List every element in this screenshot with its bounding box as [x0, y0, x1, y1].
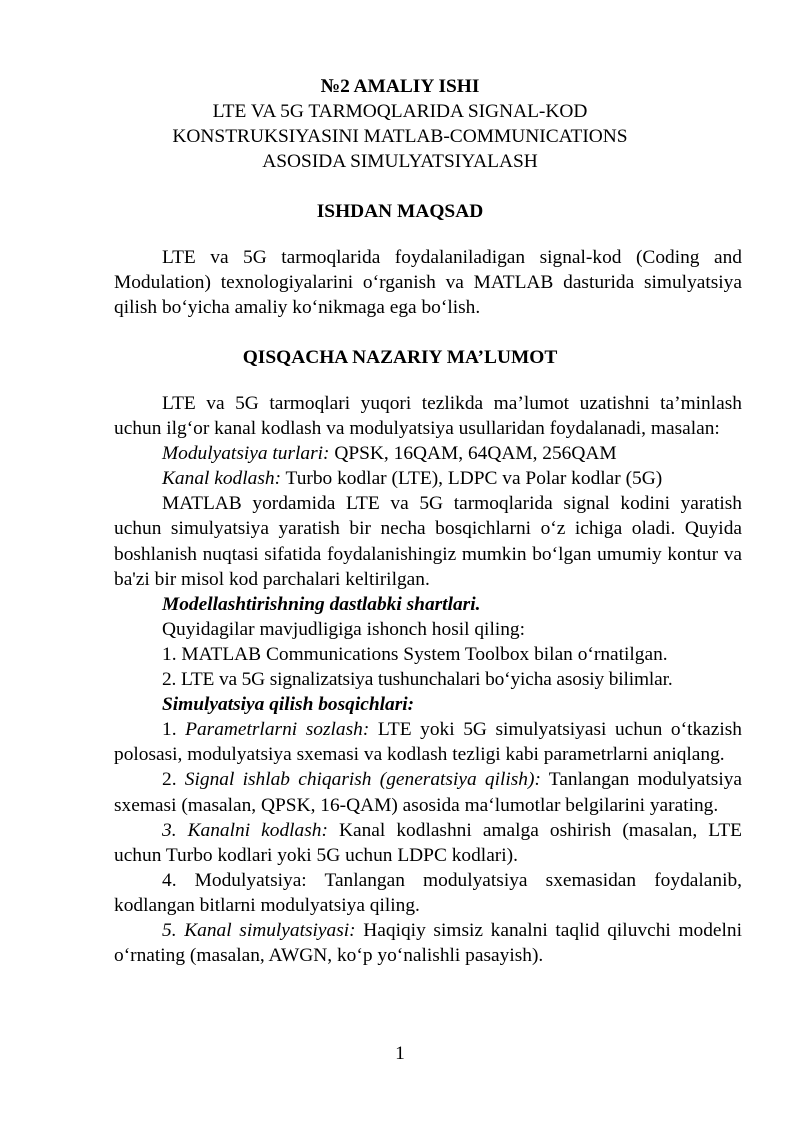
italic-label: Signal ishlab chiqarish (generatsiya qilish):: [184, 769, 541, 791]
title-block: [0, 74, 800, 174]
title-line: KONSTRUKSIYASINI MATLAB-COMMUNICATIONS: [172, 126, 628, 147]
title-line: LTE VA 5G TARMOQLARIDA SIGNAL-KOD: [212, 101, 588, 122]
italic-label: Parametrlarni sozlash:: [185, 719, 370, 741]
paragraph: MATLAB yordamida LTE va 5G tarmoqlarida signal kodini yaratish uchun simulyatsiya yaratish bir necha bosqichlarni o‘z ichiga oladi. Quyida boshlanish nuqtasi sifatida foydalanishingiz mumkin bo‘lgan umumiy kontur va ba'zi bir misol kod parchalari keltirilgan.: [114, 493, 742, 590]
section-heading-purpose: ISHDAN MAQSAD: [316, 201, 484, 222]
channel-coding-line: [114, 466, 742, 491]
step-item: [114, 717, 742, 767]
text: Tanlangan modulyatsiya sxemasi (masalan, QPSK, 16-QAM) asosida ma‘lumotlar belgilarini yarating.: [114, 769, 743, 816]
step-item: [114, 918, 742, 968]
list-item: 2. LTE va 5G signalizatsiya tushunchalari bo‘yicha asosiy bilimlar.: [162, 669, 673, 691]
step-item: 4. Modulyatsiya: Tanlangan modulyatsiya sxemasidan foydalanib, kodlangan bitlarni modulyatsiya qiling.: [114, 869, 742, 916]
step-number: 1.: [162, 719, 186, 741]
page-number: 1: [395, 1043, 405, 1064]
subheading-steps: Simulyatsiya qilish bosqichlari:: [162, 694, 415, 716]
italic-label: 5. Kanal simulyatsiyasi:: [162, 919, 356, 941]
title-line: ASOSIDA SIMULYATSIYALASH: [262, 151, 538, 172]
modulation-types-line: [114, 441, 742, 466]
step-item: [114, 767, 742, 817]
text: Turbo kodlar (LTE), LDPC va Polar kodlar (5G): [281, 468, 663, 490]
subheading-prerequisites: Modellashtirishning dastlabki shartlari.: [162, 593, 481, 615]
text: QPSK, 16QAM, 64QAM, 256QAM: [329, 443, 617, 465]
italic-label: Kanal kodlash:: [162, 468, 282, 490]
list-item: 1. MATLAB Communications System Toolbox bilan o‘rnatilgan.: [162, 643, 668, 665]
step-item: [114, 818, 742, 868]
text: LTE yoki 5G simulyatsiyasi uchun o‘tkazish polosasi, modulyatsiya sxemasi va kodlash tezligi kabi parametrlarni aniqlang.: [114, 719, 743, 766]
text: Kanal kodlashni amalga oshirish (masalan, LTE uchun Turbo kodlari yoki 5G uchun LDPC kodlari).: [114, 819, 742, 866]
step-number: 2.: [162, 769, 185, 791]
paragraph: LTE va 5G tarmoqlari yuqori tezlikda ma’lumot uzatishni ta’minlash uchun ilg‘or kanal kodlash va modulyatsiya usullaridan foydalanadi, masalan:: [114, 393, 742, 440]
section-heading-theory: QISQACHA NAZARIY MA’LUMOT: [242, 347, 558, 368]
theory-section: [114, 391, 742, 968]
paragraph: Quyidagilar mavjudligiga ishonch hosil qiling:: [162, 618, 525, 640]
work-number: №2 AMALIY ISHI: [320, 76, 480, 97]
text: Haqiqiy simsiz kanalni taqlid qiluvchi modelni o‘rnating (masalan, AWGN, ko‘p yo‘nalishli pasayish).: [114, 919, 742, 967]
paragraph: LTE va 5G tarmoqlarida foydalaniladigan signal-kod (Coding and Modulation) texnologiyalarini o‘rganish va MATLAB dasturida simulyatsiya qilish bo‘yicha amaliy ko‘nikmaga ega bo‘lish.: [114, 247, 742, 319]
italic-label: Modulyatsiya turlari:: [162, 443, 330, 465]
italic-label: 3. Kanalni kodlash:: [162, 819, 328, 841]
purpose-section: [114, 245, 742, 320]
